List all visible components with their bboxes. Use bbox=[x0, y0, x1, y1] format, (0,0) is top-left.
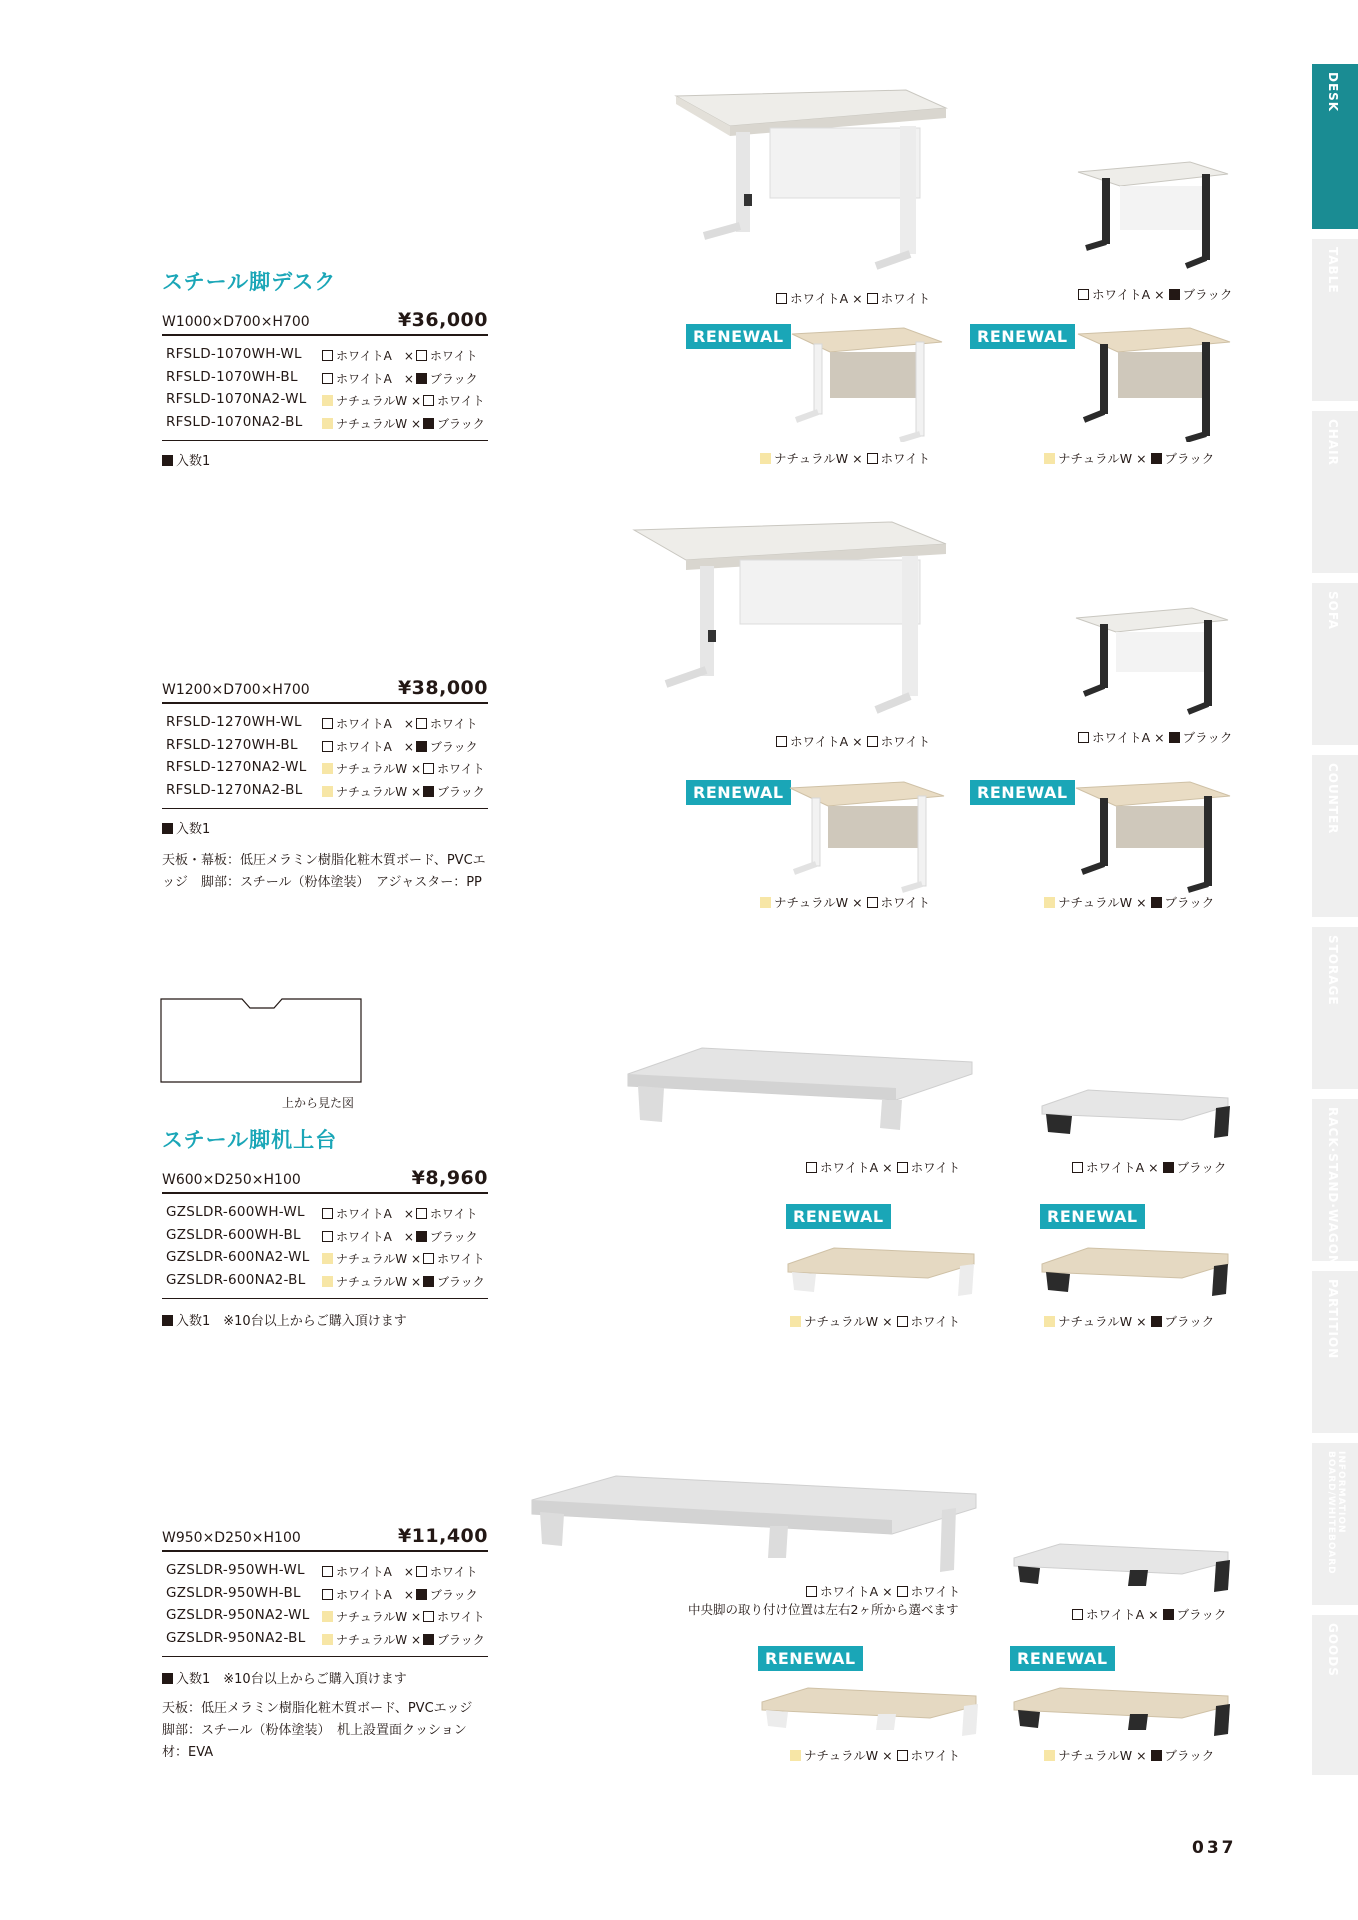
caption-riser1-wa-w: ホワイトA × ホワイト bbox=[806, 1158, 960, 1176]
model-row bbox=[166, 1583, 488, 1606]
caption-desk2-wa-b: ホワイトA × ブラック bbox=[1078, 728, 1232, 746]
desk-image-1200-white-white bbox=[630, 510, 950, 720]
model-color: ナチュラルW × ホワイト bbox=[322, 392, 485, 409]
tab-table[interactable] bbox=[1312, 239, 1358, 401]
model-row bbox=[166, 1605, 488, 1628]
riser2-header bbox=[162, 1524, 488, 1552]
model-code: GZSLDR-950WH-WL bbox=[166, 1562, 305, 1578]
renewal-badge: RENEWAL bbox=[970, 780, 1075, 805]
model-code: RFSLD-1070NA2-WL bbox=[166, 391, 307, 407]
renewal-badge: RENEWAL bbox=[1040, 1204, 1145, 1229]
desk1-model-table bbox=[162, 338, 488, 441]
desk2-size: W1200×D700×H700 bbox=[162, 682, 310, 698]
riser-image-950-natural-black bbox=[1012, 1684, 1234, 1740]
desk-image-1000-white-white bbox=[670, 86, 950, 276]
tab-sofa[interactable] bbox=[1312, 583, 1358, 745]
riser2-price: ¥11,400 bbox=[397, 1525, 488, 1547]
caption-desk1-na-b: ナチュラルW × ブラック bbox=[1044, 449, 1214, 467]
page-number: 037 bbox=[1192, 1838, 1237, 1858]
desk-image-1000-white-black bbox=[1072, 152, 1232, 272]
riser1-qty: 入数1 ※10台以上からご購入頂けます bbox=[162, 1310, 407, 1329]
caption-riser1-wa-b: ホワイトA × ブラック bbox=[1072, 1158, 1226, 1176]
model-color: ホワイトA × ブラック bbox=[322, 1228, 478, 1245]
model-color: ナチュラルW × ホワイト bbox=[322, 1608, 485, 1625]
riser2-model-table bbox=[162, 1554, 488, 1657]
model-code: RFSLD-1070WH-BL bbox=[166, 368, 298, 385]
tab-label: STORAGE bbox=[1326, 935, 1340, 1006]
model-row bbox=[166, 1270, 488, 1293]
model-row bbox=[166, 735, 488, 758]
caption-desk1-wa-b: ホワイトA × ブラック bbox=[1078, 285, 1232, 303]
desk-image-1200-natural-black bbox=[1070, 774, 1234, 894]
caption-riser2-wa-b: ホワイトA × ブラック bbox=[1072, 1605, 1226, 1623]
model-code: RFSLD-1270NA2-WL bbox=[166, 759, 307, 775]
caption-riser2-wa-w: ホワイトA × ホワイト bbox=[806, 1582, 960, 1600]
riser-image-950-white-white bbox=[530, 1474, 982, 1578]
desk2-header bbox=[162, 676, 488, 704]
renewal-badge: RENEWAL bbox=[1010, 1646, 1115, 1671]
model-code: RFSLD-1270NA2-BL bbox=[166, 781, 303, 798]
model-code: GZSLDR-600WH-WL bbox=[166, 1204, 305, 1220]
desk2-qty: 入数1 bbox=[162, 818, 210, 837]
renewal-badge: RENEWAL bbox=[686, 780, 791, 805]
model-code: GZSLDR-600NA2-WL bbox=[166, 1249, 310, 1265]
tab-partition[interactable] bbox=[1312, 1271, 1358, 1433]
tab-storage[interactable] bbox=[1312, 927, 1358, 1089]
tab-counter[interactable] bbox=[1312, 755, 1358, 917]
riser-image-600-white-black bbox=[1040, 1086, 1234, 1142]
model-color: ナチュラルW × ブラック bbox=[322, 783, 485, 800]
section-title-riser: スチール脚机上台 bbox=[162, 1128, 338, 1152]
caption-desk2-na-w: ナチュラルW × ホワイト bbox=[760, 893, 930, 911]
caption-riser2-na-w: ナチュラルW × ホワイト bbox=[790, 1746, 960, 1764]
model-code: GZSLDR-950NA2-BL bbox=[166, 1629, 306, 1646]
model-color: ナチュラルW × ブラック bbox=[322, 1631, 485, 1648]
model-code: GZSLDR-600WH-BL bbox=[166, 1226, 301, 1243]
model-row bbox=[166, 344, 488, 367]
caption-desk1-wa-w: ホワイトA × ホワイト bbox=[776, 289, 930, 307]
model-color: ナチュラルW × ホワイト bbox=[322, 1250, 485, 1267]
riser1-price: ¥8,960 bbox=[411, 1167, 488, 1189]
model-color: ナチュラルW × ブラック bbox=[322, 1273, 485, 1290]
model-code: GZSLDR-950WH-BL bbox=[166, 1584, 301, 1601]
tab-label: PARTITION bbox=[1326, 1279, 1340, 1360]
desk2-model-table bbox=[162, 706, 488, 809]
renewal-badge: RENEWAL bbox=[970, 324, 1075, 349]
caption-desk2-na-b: ナチュラルW × ブラック bbox=[1044, 893, 1214, 911]
riser-image-600-natural-white bbox=[786, 1244, 980, 1300]
riser2-size: W950×D250×H100 bbox=[162, 1530, 301, 1546]
desk1-qty: 入数1 bbox=[162, 450, 210, 469]
top-view-diagram bbox=[160, 998, 364, 1084]
model-row bbox=[166, 367, 488, 390]
model-row bbox=[166, 1560, 488, 1583]
tab-chair[interactable] bbox=[1312, 411, 1358, 573]
model-color: ホワイトA × ホワイト bbox=[322, 1205, 478, 1222]
model-code: GZSLDR-600NA2-BL bbox=[166, 1271, 306, 1288]
model-color: ホワイトA × ブラック bbox=[322, 370, 478, 387]
model-color: ホワイトA × ブラック bbox=[322, 738, 478, 755]
model-row bbox=[166, 412, 488, 435]
model-color: ナチュラルW × ブラック bbox=[322, 415, 485, 432]
riser-spec: 天板：低圧メラミン樹脂化粧木質ボード、PVCエッジ 脚部：スチール（粉体塗装） 机上設置面クッション材：EVA bbox=[162, 1701, 486, 1760]
model-row bbox=[166, 1225, 488, 1248]
riser2-qty: 入数1 ※10台以上からご購入頂けます bbox=[162, 1668, 407, 1687]
model-color: ホワイトA × ホワイト bbox=[322, 1563, 478, 1580]
caption-riser1-na-b: ナチュラルW × ブラック bbox=[1044, 1312, 1214, 1330]
desk-image-1200-white-black bbox=[1072, 598, 1232, 720]
tab-label: CHAIR bbox=[1326, 419, 1340, 466]
model-row bbox=[166, 780, 488, 803]
desk-spec: 天板・幕板：低圧メラミン樹脂化粧木質ボード、PVCエッジ 脚部：スチール（粉体塗装） アジャスター：PP bbox=[162, 853, 486, 890]
model-code: RFSLD-1270WH-WL bbox=[166, 714, 302, 730]
caption-riser2-na-b: ナチュラルW × ブラック bbox=[1044, 1746, 1214, 1764]
renewal-badge: RENEWAL bbox=[686, 324, 791, 349]
tab-board[interactable] bbox=[1312, 1443, 1358, 1605]
model-row bbox=[166, 1247, 488, 1270]
tab-label: TABLE bbox=[1326, 247, 1340, 294]
renewal-badge: RENEWAL bbox=[758, 1646, 863, 1671]
model-row bbox=[166, 389, 488, 412]
section-title-desk: スチール脚デスク bbox=[162, 270, 337, 294]
riser-image-950-white-black bbox=[1012, 1540, 1234, 1596]
model-code: RFSLD-1070WH-WL bbox=[166, 346, 302, 362]
tab-rack[interactable] bbox=[1312, 1099, 1358, 1267]
model-color: ホワイトA × ホワイト bbox=[322, 715, 478, 732]
top-view-label: 上から見た図 bbox=[282, 1096, 355, 1110]
model-row bbox=[166, 1628, 488, 1651]
model-color: ナチュラルW × ホワイト bbox=[322, 760, 485, 777]
renewal-badge: RENEWAL bbox=[786, 1204, 891, 1229]
tab-label: COUNTER bbox=[1326, 763, 1340, 835]
riser1-size: W600×D250×H100 bbox=[162, 1172, 301, 1188]
desk1-size: W1000×D700×H700 bbox=[162, 314, 310, 330]
model-code: RFSLD-1270WH-BL bbox=[166, 736, 298, 753]
riser1-header bbox=[162, 1166, 488, 1194]
model-row bbox=[166, 712, 488, 735]
model-color: ホワイトA × ホワイト bbox=[322, 347, 478, 364]
desk1-header bbox=[162, 308, 488, 336]
desk1-price: ¥36,000 bbox=[397, 309, 488, 331]
model-code: RFSLD-1070NA2-BL bbox=[166, 413, 303, 430]
center-leg-note: 中央脚の取り付け位置は左右2ヶ所から選べます bbox=[688, 1602, 959, 1617]
model-color: ホワイトA × ブラック bbox=[322, 1586, 478, 1603]
caption-riser1-na-w: ナチュラルW × ホワイト bbox=[790, 1312, 960, 1330]
riser-image-600-natural-black bbox=[1040, 1244, 1234, 1300]
model-code: GZSLDR-950NA2-WL bbox=[166, 1607, 310, 1623]
model-row bbox=[166, 1202, 488, 1225]
tab-desk[interactable] bbox=[1312, 64, 1358, 229]
tab-label: RACK·STAND·WAGON bbox=[1326, 1107, 1340, 1267]
tab-label: GOODS bbox=[1326, 1623, 1340, 1677]
riser1-model-table bbox=[162, 1196, 488, 1299]
caption-desk2-wa-w: ホワイトA × ホワイト bbox=[776, 732, 930, 750]
riser-image-600-white-white bbox=[626, 1044, 978, 1134]
tab-label: INFORMATION BOARD/WHITEBOARD bbox=[1326, 1451, 1346, 1575]
riser-image-950-natural-white bbox=[760, 1684, 982, 1740]
category-tabs bbox=[1312, 64, 1358, 1785]
tab-label: SOFA bbox=[1326, 591, 1340, 630]
desk-image-1000-natural-black bbox=[1070, 320, 1234, 442]
desk-image-1000-natural-white bbox=[780, 320, 950, 442]
tab-label: DESK bbox=[1326, 72, 1340, 113]
desk-image-1200-natural-white bbox=[780, 774, 950, 894]
model-row bbox=[166, 757, 488, 780]
desk2-price: ¥38,000 bbox=[397, 677, 488, 699]
caption-desk1-na-w: ナチュラルW × ホワイト bbox=[760, 449, 930, 467]
tab-goods[interactable] bbox=[1312, 1615, 1358, 1775]
